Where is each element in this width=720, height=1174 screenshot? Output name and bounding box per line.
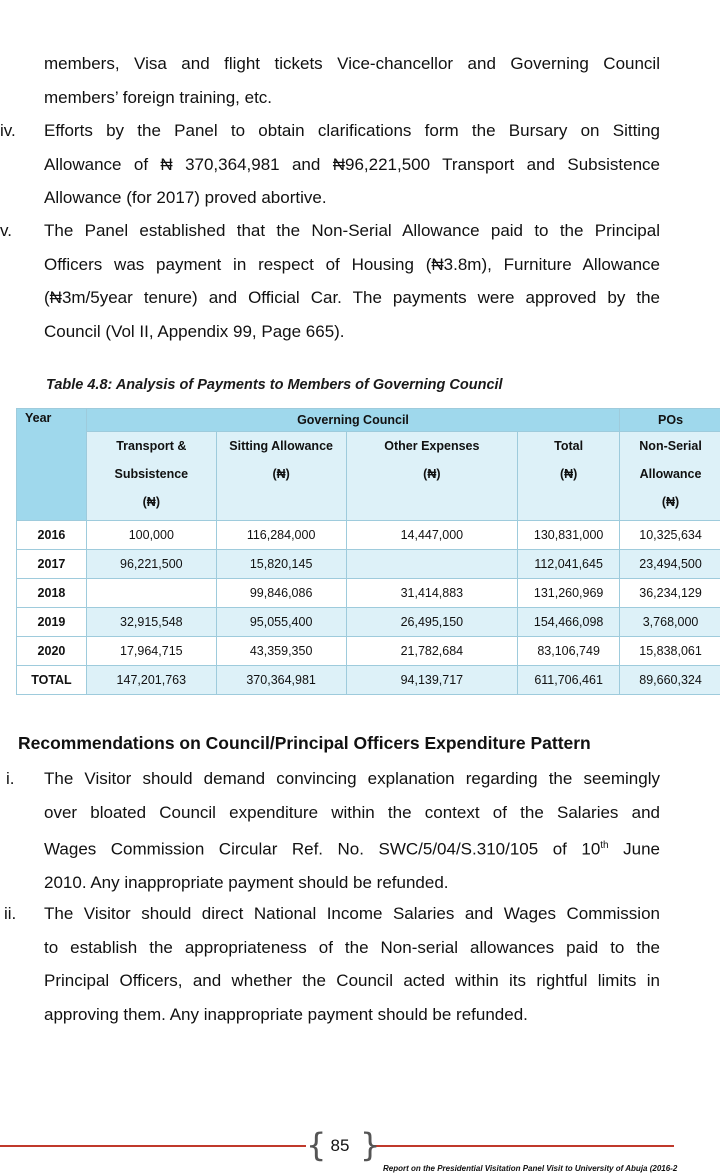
column-header-nonserial: Non-Serial Allowance (₦): [620, 432, 720, 521]
table-row: [17, 550, 720, 579]
other-cell: 31,414,883: [346, 579, 518, 608]
table-group-header-row: [17, 409, 720, 432]
text-line: The Visitor should demand convincing explanation regarding the seemingly: [44, 769, 660, 788]
governing-council-header: Governing Council: [86, 409, 619, 432]
nonserial-cell: 36,234,129: [620, 579, 720, 608]
left-brace-icon: {: [306, 1126, 327, 1164]
recommendation-ii-paragraph: [44, 897, 660, 1031]
year-cell: 2019: [17, 608, 87, 637]
footer-rule-left: [0, 1145, 306, 1147]
column-header-total: Total (₦): [518, 432, 620, 521]
table-caption: Table 4.8: Analysis of Payments to Members of Governing Council: [46, 377, 503, 393]
other-cell: 21,782,684: [346, 637, 518, 666]
sitting-cell: 99,846,086: [216, 579, 346, 608]
text-line: Allowance (for 2017) proved abortive.: [44, 188, 327, 207]
total-cell: 130,831,000: [518, 521, 620, 550]
year-header: Year: [17, 409, 87, 521]
table-row: [17, 608, 720, 637]
column-header-other: Other Expenses (₦): [346, 432, 518, 521]
report-title-footer: Report on the Presidential Visitation Panel Visit to University of Abuja (2016-2: [383, 1164, 678, 1173]
other-cell: 94,139,717: [346, 666, 518, 695]
transport-cell: 147,201,763: [86, 666, 216, 695]
text-line: (₦3m/5year tenure) and Official Car. The payments were approved by the: [44, 288, 660, 307]
transport-cell: 96,221,500: [86, 550, 216, 579]
transport-cell: 100,000: [86, 521, 216, 550]
text-line: Council (Vol II, Appendix 99, Page 665).: [44, 321, 345, 341]
other-cell: 14,447,000: [346, 521, 518, 550]
total-cell: 83,106,749: [518, 637, 620, 666]
text-line: 2010. Any inappropriate payment should be refunded.: [44, 873, 449, 893]
text-line: Principal Officers, and whether the Council acted within its rightful limits in: [44, 971, 660, 990]
superscript: th: [600, 840, 609, 851]
transport-cell: 17,964,715: [86, 637, 216, 666]
year-cell: 2020: [17, 637, 87, 666]
year-cell: 2018: [17, 579, 87, 608]
column-header-transport: Transport & Subsistence (₦): [86, 432, 216, 521]
table-row: [17, 521, 720, 550]
transport-cell: [86, 579, 216, 608]
payments-table: [16, 408, 720, 695]
column-header-sitting: Sitting Allowance (₦): [216, 432, 346, 521]
nonserial-cell: 3,768,000: [620, 608, 720, 637]
other-cell: 26,495,150: [346, 608, 518, 637]
list-marker: i.: [6, 769, 15, 788]
text-line: members, Visa and flight tickets Vice-chancellor and Governing Council: [44, 54, 660, 73]
list-marker: ii.: [4, 904, 17, 923]
text-line: Officers was payment in respect of Housing (₦3.8m), Furniture Allowance: [44, 254, 660, 274]
page-number: 85: [330, 1136, 350, 1155]
footer-rule-right: [372, 1145, 674, 1147]
item-iv-paragraph: [44, 114, 660, 215]
list-marker: iv.: [0, 121, 16, 140]
text-line: members’ foreign training, etc.: [44, 87, 273, 107]
total-cell: 611,706,461: [518, 666, 620, 695]
right-brace-icon: }: [360, 1126, 381, 1164]
text-line: Allowance of ₦ 370,364,981 and ₦96,221,500 Transport and Subsistence: [44, 154, 660, 174]
table-row: [17, 579, 720, 608]
table-total-row: [17, 666, 720, 695]
text-line: to establish the appropriateness of the Non-serial allowances paid to the: [44, 937, 660, 957]
sitting-cell: 116,284,000: [216, 521, 346, 550]
text-line: The Panel established that the Non-Serial Allowance paid to the Principal: [44, 221, 660, 240]
sitting-cell: 15,820,145: [216, 550, 346, 579]
nonserial-cell: 89,660,324: [620, 666, 720, 695]
text-line: Efforts by the Panel to obtain clarifications form the Bursary on Sitting: [44, 121, 660, 140]
total-cell: 112,041,645: [518, 550, 620, 579]
nonserial-cell: 15,838,061: [620, 637, 720, 666]
pos-header: POs: [620, 409, 720, 432]
total-cell: 131,260,969: [518, 579, 620, 608]
year-cell: 2017: [17, 550, 87, 579]
total-cell: 154,466,098: [518, 608, 620, 637]
sitting-cell: 370,364,981: [216, 666, 346, 695]
text-line: approving them. Any inappropriate payment should be refunded.: [44, 1004, 528, 1024]
year-cell: 2016: [17, 521, 87, 550]
other-cell: [346, 550, 518, 579]
item-v-paragraph: [44, 214, 660, 348]
sitting-cell: 95,055,400: [216, 608, 346, 637]
recommendation-i-paragraph: [44, 762, 660, 900]
nonserial-cell: 23,494,500: [620, 550, 720, 579]
table-row: [17, 637, 720, 666]
table-column-header-row: [17, 432, 720, 521]
intro-paragraph: [44, 47, 660, 114]
list-marker: v.: [0, 221, 12, 240]
transport-cell: 32,915,548: [86, 608, 216, 637]
year-cell: TOTAL: [17, 666, 87, 695]
text-line: over bloated Council expenditure within the context of the Salaries and: [44, 802, 660, 822]
section-heading: Recommendations on Council/Principal Officers Expenditure Pattern: [18, 733, 591, 753]
text-line: The Visitor should direct National Income Salaries and Wages Commission: [44, 904, 660, 923]
text-line: Wages Commission Circular Ref. No. SWC/5/04/S.310/105 of 10th June: [44, 839, 660, 859]
nonserial-cell: 10,325,634: [620, 521, 720, 550]
sitting-cell: 43,359,350: [216, 637, 346, 666]
